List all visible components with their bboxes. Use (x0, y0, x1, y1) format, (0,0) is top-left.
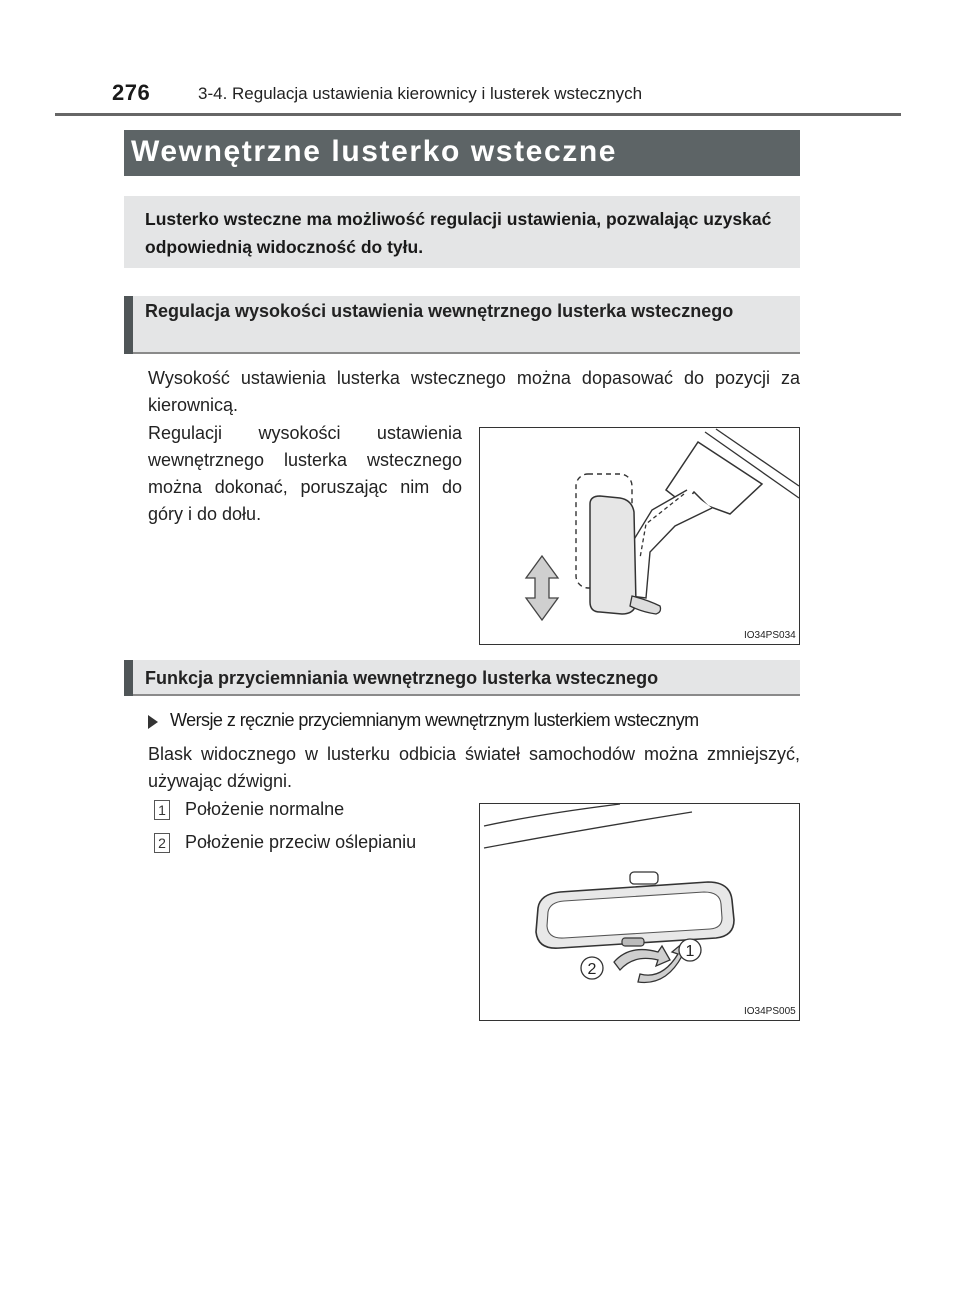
bullet-arrow-icon (148, 715, 158, 729)
legend-number-1: 1 (154, 800, 170, 820)
page-title: Wewnętrzne lusterko wsteczne (131, 135, 618, 168)
callout-2: 2 (587, 961, 597, 978)
intro-text: Lusterko wsteczne ma możliwość regulacji ustawienia, pozwalając uzyskać odpowiednią widoczność do tyłu. (145, 209, 772, 257)
anti-glare-illustration (480, 804, 799, 1020)
header-rule (55, 113, 901, 116)
up-down-arrow-icon (526, 556, 558, 620)
paragraph-height-intro: Wysokość ustawienia lusterka wstecznego można dopasować do pozycji za kierownicą. (148, 368, 800, 415)
callout-1: 1 (685, 943, 695, 960)
figure-code: IO34PS005 (744, 1006, 796, 1017)
section-heading-accent (124, 296, 133, 354)
section-heading-anti-glare: Funkcja przyciemniania wewnętrznego lusterka wstecznego (145, 668, 659, 688)
section-heading-accent (124, 660, 133, 696)
mirror-height-illustration (480, 428, 799, 644)
mirror-height-figure (479, 427, 800, 645)
page-number: 276 (112, 80, 151, 105)
anti-glare-figure (479, 803, 800, 1021)
curved-arrow-icon (614, 946, 670, 970)
legend-label-1: Położenie normalne (185, 799, 345, 819)
legend-number-2: 2 (154, 833, 170, 853)
figure-code: IO34PS034 (744, 630, 796, 641)
section-heading-height-adjustment: Regulacja wysokości ustawienia wewnętrznego lusterka wstecznego (145, 301, 734, 321)
paragraph-height-howto: Regulacji wysokości ustawienia wewnętrznego lusterka wstecznego można dokonać, poruszając nim do góry i do dołu. (148, 423, 462, 524)
paragraph-anti-glare: Blask widocznego w lusterku odbicia świateł samochodów można zmniejszyć, używając dźwigni. (148, 744, 800, 791)
bullet-text: Wersje z ręcznie przyciemnianym wewnętrznym lusterkiem wstecznym (170, 710, 699, 730)
running-header: 3-4. Regulacja ustawienia kierownicy i lusterek wstecznych (198, 84, 643, 103)
legend-label-2: Położenie przeciw oślepianiu (185, 832, 417, 852)
